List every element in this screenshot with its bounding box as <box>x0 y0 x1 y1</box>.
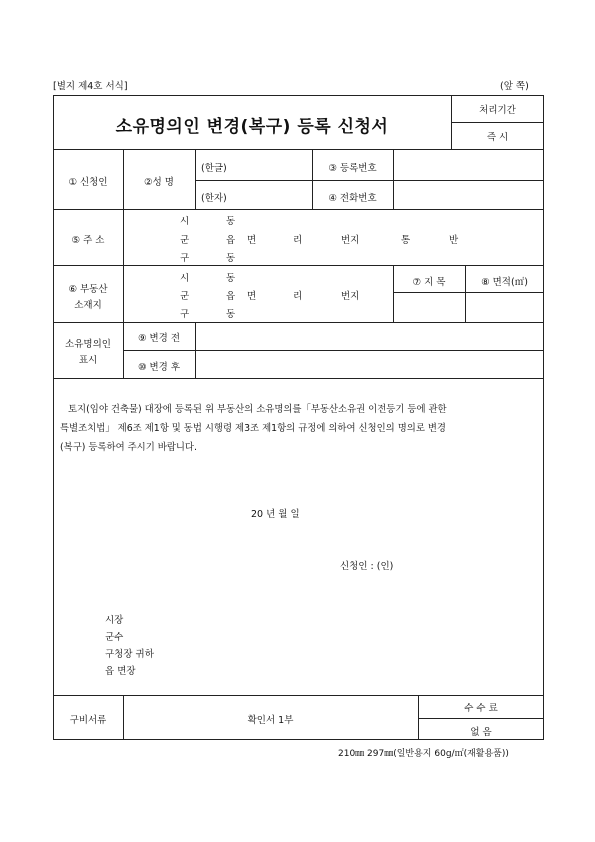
page-side: (앞 쪽) <box>500 81 529 92</box>
reg-no-label: ③ 등록번호 <box>328 163 377 174</box>
prop-ri: 리 <box>293 291 303 302</box>
application-date: 20 년 월 일 <box>251 509 300 520</box>
owner-label-2: 표시 <box>78 355 98 366</box>
processing-label: 처리기간 <box>479 105 516 116</box>
addr-dong2: 동 <box>226 253 236 264</box>
prop-eup: 읍 <box>226 291 236 302</box>
addr-dong1: 동 <box>226 216 236 227</box>
form-frame <box>53 95 544 740</box>
phone-label: ④ 전화번호 <box>328 193 377 204</box>
property-label-2: 소재지 <box>74 300 102 311</box>
owner-label: 소유명의인 <box>65 339 111 350</box>
body-line-1: 토지(임야 건축물) 대장에 등록된 위 부동산의 소유명의를「부동산소유권 이전등기 등에 관한 <box>68 404 447 415</box>
jimok-label: ⑦ 지 목 <box>412 277 446 288</box>
addr-si: 시 <box>180 216 190 227</box>
documents-value: 확인서 1부 <box>247 715 294 726</box>
hanja-label: (한자) <box>201 193 227 204</box>
name-label: ②성 명 <box>144 177 174 188</box>
addr-gu: 구 <box>180 253 190 264</box>
property-label: ⑥ 부동산 <box>68 284 108 295</box>
recipient-town: 읍 면장 <box>105 666 136 677</box>
body-line-2: 특별조치법」 제6조 제1항 및 동법 시행령 제3조 제1항의 규정에 의하여 신청인의 명의로 변경 <box>60 423 446 434</box>
addr-beonji: 번지 <box>341 235 360 246</box>
prop-myeon: 면 <box>247 291 257 302</box>
recipient-mayor: 시장 <box>105 615 124 626</box>
applicant-label: ① 신청인 <box>68 177 108 188</box>
prop-beonji: 번지 <box>341 291 360 302</box>
area-label: ⑧ 면적(㎡) <box>481 277 528 288</box>
signer-line: 신청인 : (인) <box>340 561 394 572</box>
addr-tong: 통 <box>401 235 411 246</box>
addr-ri: 리 <box>293 235 303 246</box>
hangul-label: (한글) <box>201 163 227 174</box>
prop-gun: 군 <box>180 291 190 302</box>
prop-dong1: 동 <box>226 273 236 284</box>
prop-dong2: 동 <box>226 309 236 320</box>
processing-value: 즉 시 <box>486 132 509 143</box>
recipient-county: 군수 <box>105 632 124 643</box>
body-line-3: (복구) 등록하여 주시기 바랍니다. <box>60 442 197 453</box>
documents-label: 구비서류 <box>69 715 107 726</box>
prop-gu: 구 <box>180 309 190 320</box>
addr-ban: 반 <box>449 235 459 246</box>
addr-gun: 군 <box>180 235 190 246</box>
form-number: [별지 제4호 서식] <box>53 81 128 92</box>
addr-eup: 읍 <box>226 235 236 246</box>
recipient-district: 구청장 귀하 <box>105 649 154 660</box>
change-after-label: ⑩ 변경 후 <box>137 362 181 373</box>
addr-myeon: 면 <box>247 235 257 246</box>
fee-label: 수 수 료 <box>464 703 498 714</box>
form-title: 소유명의인 변경(복구) 등록 신청서 <box>115 117 389 137</box>
paper-spec: 210㎜ 297㎜(일반용지 60g/㎡(재활용품)) <box>338 749 509 759</box>
fee-value: 없 음 <box>470 727 492 738</box>
address-label: ⑤ 주 소 <box>71 235 105 246</box>
prop-si: 시 <box>180 273 190 284</box>
change-before-label: ⑨ 변경 전 <box>137 333 181 344</box>
